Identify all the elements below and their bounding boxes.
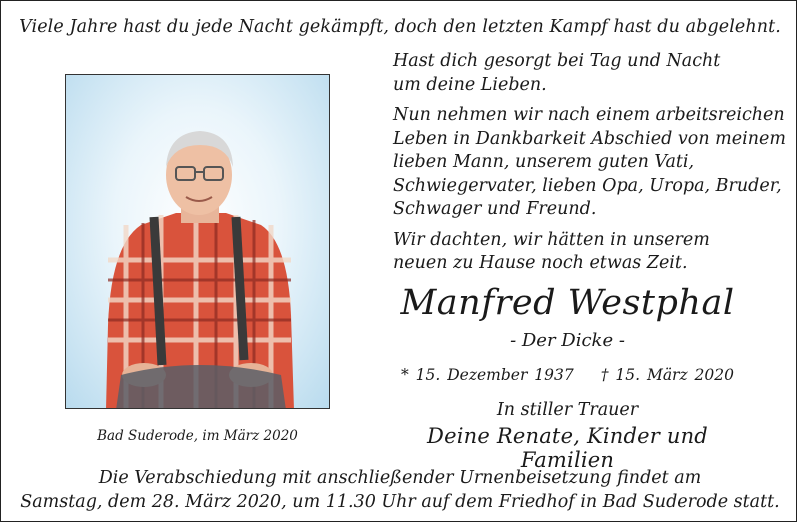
poem-line: Wir dachten, wir hätten in unserem bbox=[393, 229, 710, 250]
birth-date: * 15. Dezember 1937 bbox=[400, 366, 574, 384]
death-date: † 15. März 2020 bbox=[600, 366, 735, 384]
deceased-name: Manfred Westphal bbox=[400, 283, 735, 323]
poem-stanza-2 bbox=[393, 104, 788, 222]
funeral-info-line: Samstag, dem 28. März 2020, um 11.30 Uhr auf dem Friedhof in Bad Suderode statt. bbox=[20, 492, 780, 512]
poem bbox=[393, 50, 788, 283]
poem-line: Schwager und Freund. bbox=[393, 199, 597, 219]
poem-line: Nun nehmen wir nach einem arbeitsreichen bbox=[393, 105, 785, 125]
life-dates bbox=[390, 366, 745, 384]
funeral-info-line: Die Verabschiedung mit anschließender Urnenbeisetzung findet am bbox=[98, 468, 702, 488]
poem-stanza-1 bbox=[393, 50, 788, 97]
poem-line: Hast dich gesorgt bei Tag und Nacht bbox=[393, 51, 721, 71]
poem-line: lieben Mann, unserem guten Vati, bbox=[393, 152, 695, 172]
poem-line: neuen zu Hause noch etwas Zeit. bbox=[393, 253, 688, 273]
poem-stanza-3 bbox=[393, 229, 788, 276]
place-date: Bad Suderode, im März 2020 bbox=[97, 428, 298, 444]
family-signature: Deine Renate, Kinder und Familien bbox=[427, 424, 708, 472]
mourning-line: In stiller Trauer bbox=[496, 400, 639, 420]
funeral-info bbox=[0, 466, 800, 514]
top-quote: Viele Jahre hast du jede Nacht gekämpft, doch den letzten Kampf hast du abgelehnt. bbox=[19, 17, 781, 37]
deceased-nickname: - Der Dicke - bbox=[510, 330, 625, 351]
poem-line: Schwiegervater, lieben Opa, Uropa, Bruder, bbox=[393, 175, 782, 196]
poem-line: um deine Lieben. bbox=[393, 74, 547, 95]
portrait-photo bbox=[65, 74, 330, 409]
poem-line: Leben in Dankbarkeit Abschied von meinem bbox=[393, 128, 786, 149]
